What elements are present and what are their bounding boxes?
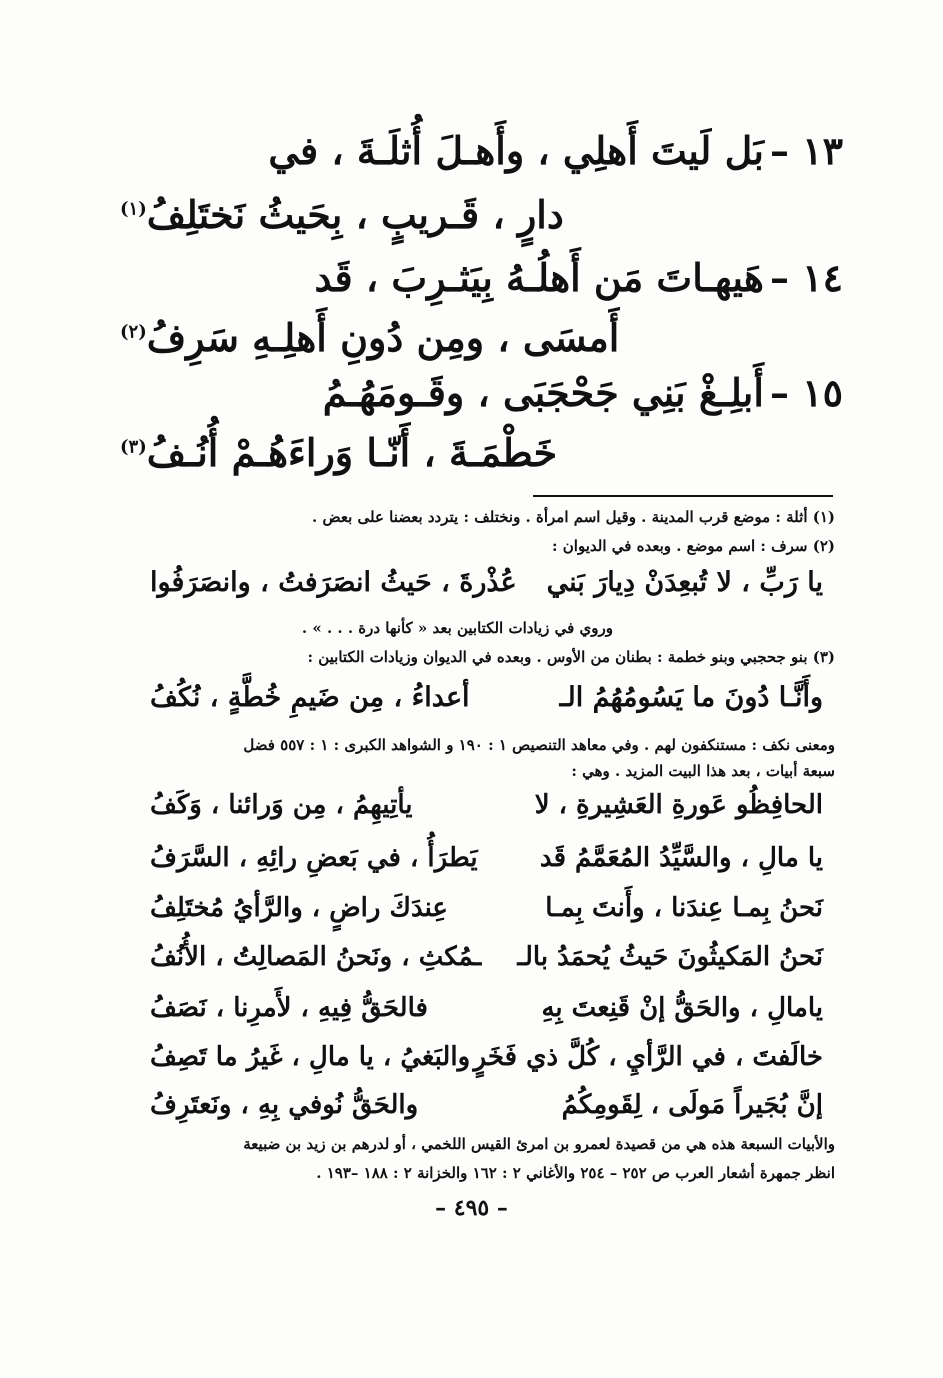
footnote-3-verse-first: وأَنَّـا دُونَ ما يَسُومُهُمُ الـ [559,682,823,713]
footnote-2-verse-second: عُذْرةَ ، حَيثُ انصَرَفتُ ، وانصَرَفُوا [150,567,517,598]
poem-verse-6-second: والبَغيُ ، يا مالِ ، غَيرُ ما تَصِفُ [150,1042,471,1072]
verse-text: هَيهـاتَ مَن أَهلُـهُ بِيَثـرِبَ ، قَد [314,255,764,300]
poem-verse-2-second: يَطرَأُ ، في بَعضِ رائِهِ ، السَّرَفُ [150,843,478,873]
poem-verse-1-second: يأتِيهِمُ ، مِن وَرائنا ، وَكَفُ [150,790,413,820]
poem-verse-5-second: فالحَقُّ فِيهِ ، لأَمرِنا ، نَصَفُ [150,993,428,1023]
poem-verse-5-first: يامالِ ، والحَقُّ إنْ قَنِعتَ بِهِ [541,993,823,1023]
poem-verse-2-first: يا مالِ ، والسَّيِّدُ المُعَمَّمُ قَد [539,843,823,873]
verse-14-second-hemistich [120,315,619,360]
closing-note-line-1: والأبيات السبعة هذه هي من قصيدة لعمرو بن امرئ القيس اللخمي ، أو لدرهم بن زيد بن ضبيعة [243,1135,835,1153]
verse-text: أَمسَى ، ومِن دُونِ أَهلِـهِ سَرِفُ [146,315,620,360]
closing-note-line-2: انظر جمهرة أشعار العرب ص ٢٥٢ – ٢٥٤ والأغاني ٢ : ١٦٢ والخزانة ٢ : ١٨٨ –١٩٣ . [316,1164,835,1182]
verse-text: أَبلِـغْ بَنِي جَحْجَبَى ، وقَـومَهُـمُ [322,370,764,415]
footnote-marker: (١) [120,198,147,220]
verse-number: ١٥ – [769,370,843,415]
verse-14-first-hemistich [315,255,843,300]
footnote-1: (١) أثلة : موضع قرب المدينة . وقيل اسم امرأة . ونختلف : يتردد بعضنا على بعض . [312,508,835,526]
footnote-3: (٣) بنو جحجبي وبنو خطمة : بطنان من الأوس . وبعده في الديوان وزيادات الكتابين : [307,648,835,666]
verse-number: ١٤ – [769,255,843,300]
footnote-marker: (٣) [120,436,147,458]
footnote-3-note-line-2: سبعة أبيات ، بعد هذا البيت المزيد . وهي : [571,762,835,780]
poem-verse-6-first: خالَفتَ ، في الرَّأيِ ، كُلَّ ذي فَخَرٍ [473,1042,823,1072]
page-number: – ٤٩٥ – [435,1195,508,1221]
verse-15-second-hemistich [120,430,557,475]
verse-13-first-hemistich [268,128,843,173]
footnote-3-verse-second: أعداءُ ، مِن ضَيمِ خُطَّةٍ ، نُكُفُ [150,682,470,713]
poem-verse-3-first: نَحنُ بِمـا عِندَنا ، وأَنتَ بِمـا [545,893,823,923]
poem-verse-7-second: والحَقُّ نُوفي بِهِ ، ونَعتَرِفُ [150,1090,419,1120]
footnote-marker: (٢) [120,321,147,343]
verse-text: خَطْمَـةَ ، أَنّـا وَراءَهُـمْ أُنُـفُ [146,430,558,475]
poem-verse-7-first: إنَّ بُجَيراً مَولَى ، لِقَومِكُمُ [561,1090,823,1120]
verse-number: ١٣ – [769,128,843,173]
poem-verse-4-second: ـمُكثِ ، ونَحنُ المَصالِتُ ، الأُنُفُ [150,942,482,972]
footnote-2-verse-first: يا رَبِّ ، لا تُبعِدَنْ دِيارَ بَني [546,567,823,598]
footnote-divider [533,495,833,497]
footnote-2-note: وروي في زيادات الكتابين بعد « كأنها درة . . . » . [301,619,613,637]
footnote-3-note-line-1: ومعنى نكف : مستنكفون لهم . وفي معاهد التنصيص ١ : ١٩٠ و الشواهد الكبرى : ١ : ٥٥٧ فضل [243,736,835,754]
poem-verse-1-first: الحافِظُو عَورةِ العَشِيرةِ ، لا [534,790,823,820]
verse-13-second-hemistich [120,192,564,237]
verse-text: دارٍ ، قَـريبٍ ، بِحَيثُ نَختَلِفُ [146,192,564,237]
poem-verse-3-second: عِندَكَ راضٍ ، والرَّأيُ مُختَلِفُ [150,893,448,923]
footnote-2: (٢) سرف : اسم موضع . وبعده في الديوان : [552,537,835,555]
verse-text: بَل لَيتَ أَهلِي ، وأَهـلَ أُثلَـةَ ، في [268,128,764,173]
verse-15-first-hemistich [323,370,843,415]
poem-verse-4-first: نَحنُ المَكيثُونَ حَيثُ يُحمَدُ بالـ [517,942,823,972]
